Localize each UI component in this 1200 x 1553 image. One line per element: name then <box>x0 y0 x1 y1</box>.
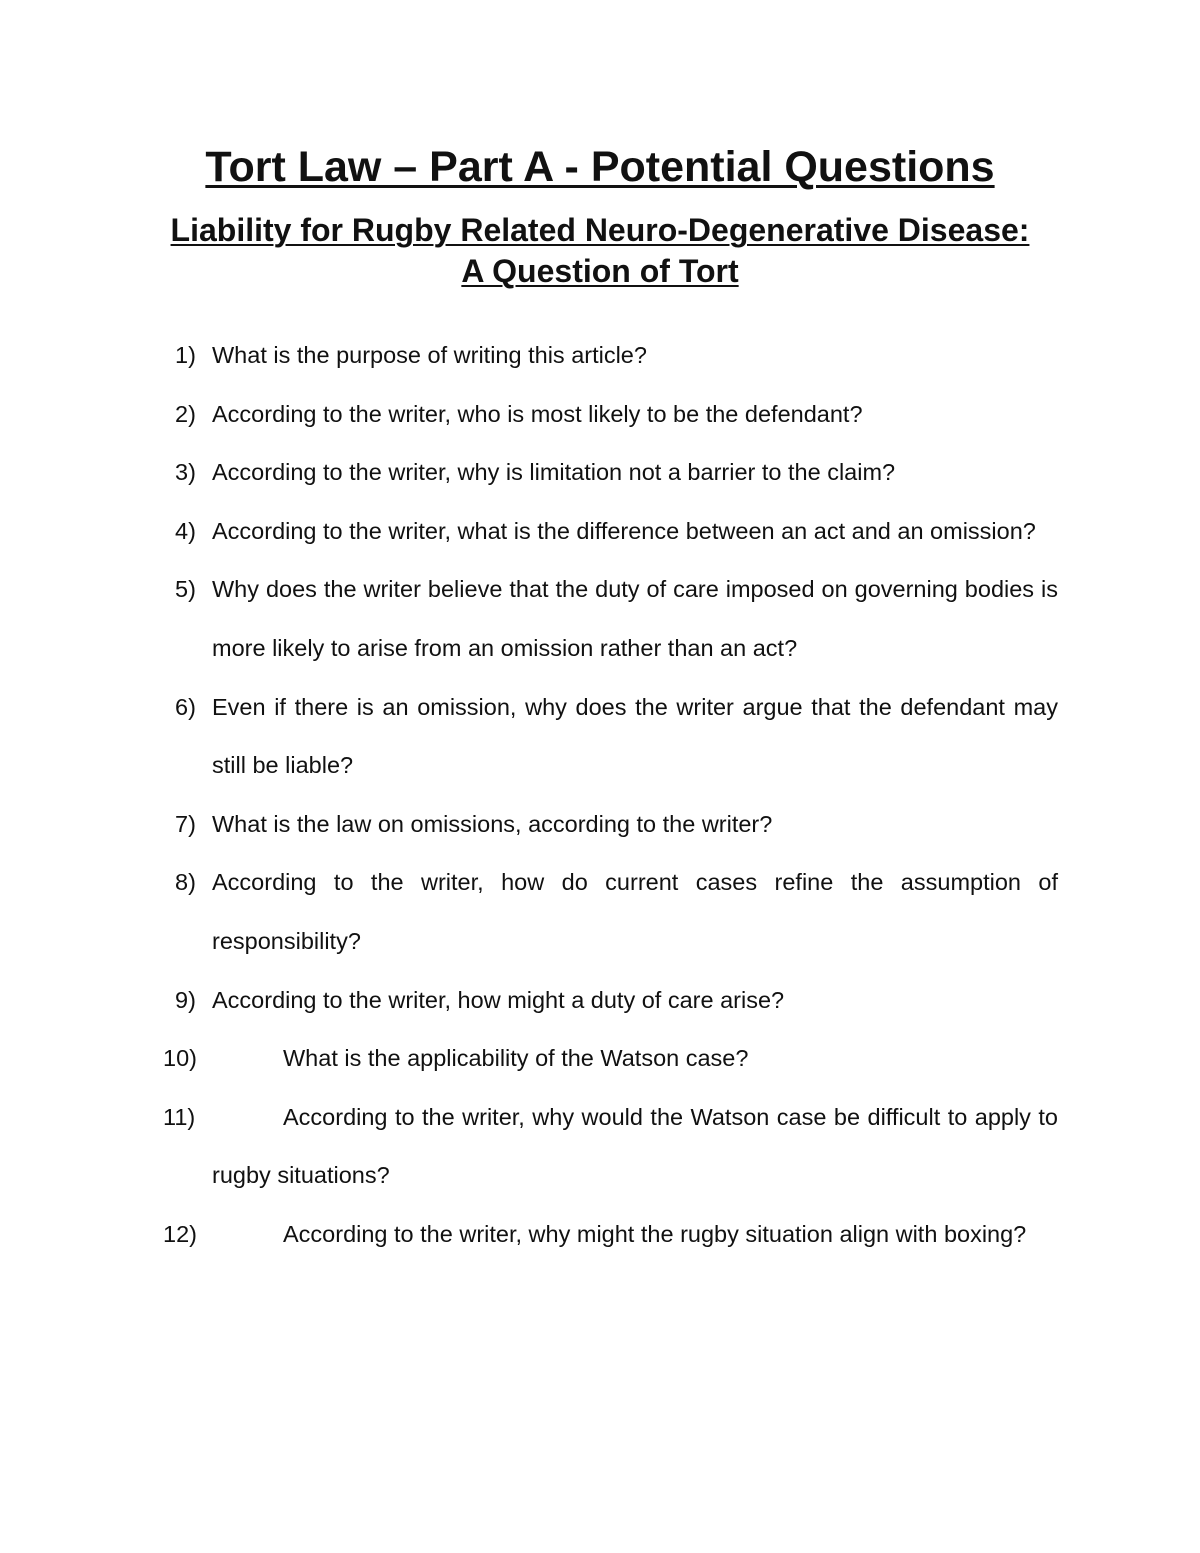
question-item <box>0 560 1200 677</box>
document-title: Tort Law – Part A - Potential Questions <box>205 143 995 191</box>
question-item <box>0 853 1200 970</box>
question-number: 7) <box>175 810 196 837</box>
question-item <box>0 385 1200 444</box>
question-text: Why does the writer believe that the duty of care imposed on governing bodies is more likely to arise from an omission rather than an act? <box>212 576 1058 661</box>
question-item <box>0 326 1200 385</box>
question-item <box>0 795 1200 854</box>
question-text: Even if there is an omission, why does the writer argue that the defendant may still be liable? <box>212 693 1058 779</box>
question-item <box>0 502 1200 561</box>
question-text: According to the writer, why is limitation not a barrier to the claim? <box>212 459 896 486</box>
question-item <box>0 678 1200 795</box>
question-number: 6) <box>175 693 196 720</box>
question-text: According to the writer, why would the Watson case be difficult to apply to rugby situations? <box>212 1103 1058 1189</box>
question-text: According to the writer, what is the difference between an act and an omission? <box>212 517 1036 544</box>
question-number: 4) <box>175 517 196 544</box>
question-number: 2) <box>175 400 196 427</box>
question-text: According to the writer, how might a duty of care arise? <box>212 986 785 1013</box>
question-number: 11) <box>163 1103 196 1130</box>
question-number: 1) <box>175 342 196 368</box>
question-text: According to the writer, how do current cases refine the assumption of responsibility? <box>212 869 1058 954</box>
question-text: What is the applicability of the Watson case? <box>283 1045 749 1072</box>
question-item <box>0 1205 1200 1264</box>
question-number: 8) <box>175 869 196 896</box>
question-number: 5) <box>175 576 196 603</box>
question-text: What is the purpose of writing this article? <box>212 342 647 368</box>
document-subtitle: Liability for Rugby Related Neuro-Degenerative Disease: A Question of Tort <box>170 212 1030 289</box>
question-number: 9) <box>175 986 196 1013</box>
question-text: According to the writer, why might the rugby situation align with boxing? <box>283 1220 1027 1247</box>
question-item <box>0 971 1200 1030</box>
question-item <box>0 1088 1200 1205</box>
question-item <box>0 1029 1200 1088</box>
question-text: What is the law on omissions, according to the writer? <box>212 810 773 837</box>
question-text: According to the writer, who is most likely to be the defendant? <box>212 400 863 427</box>
question-number: 12) <box>163 1220 197 1247</box>
question-list <box>0 326 1200 1264</box>
question-number: 10) <box>163 1045 197 1072</box>
question-number: 3) <box>175 459 196 486</box>
question-item <box>0 443 1200 502</box>
